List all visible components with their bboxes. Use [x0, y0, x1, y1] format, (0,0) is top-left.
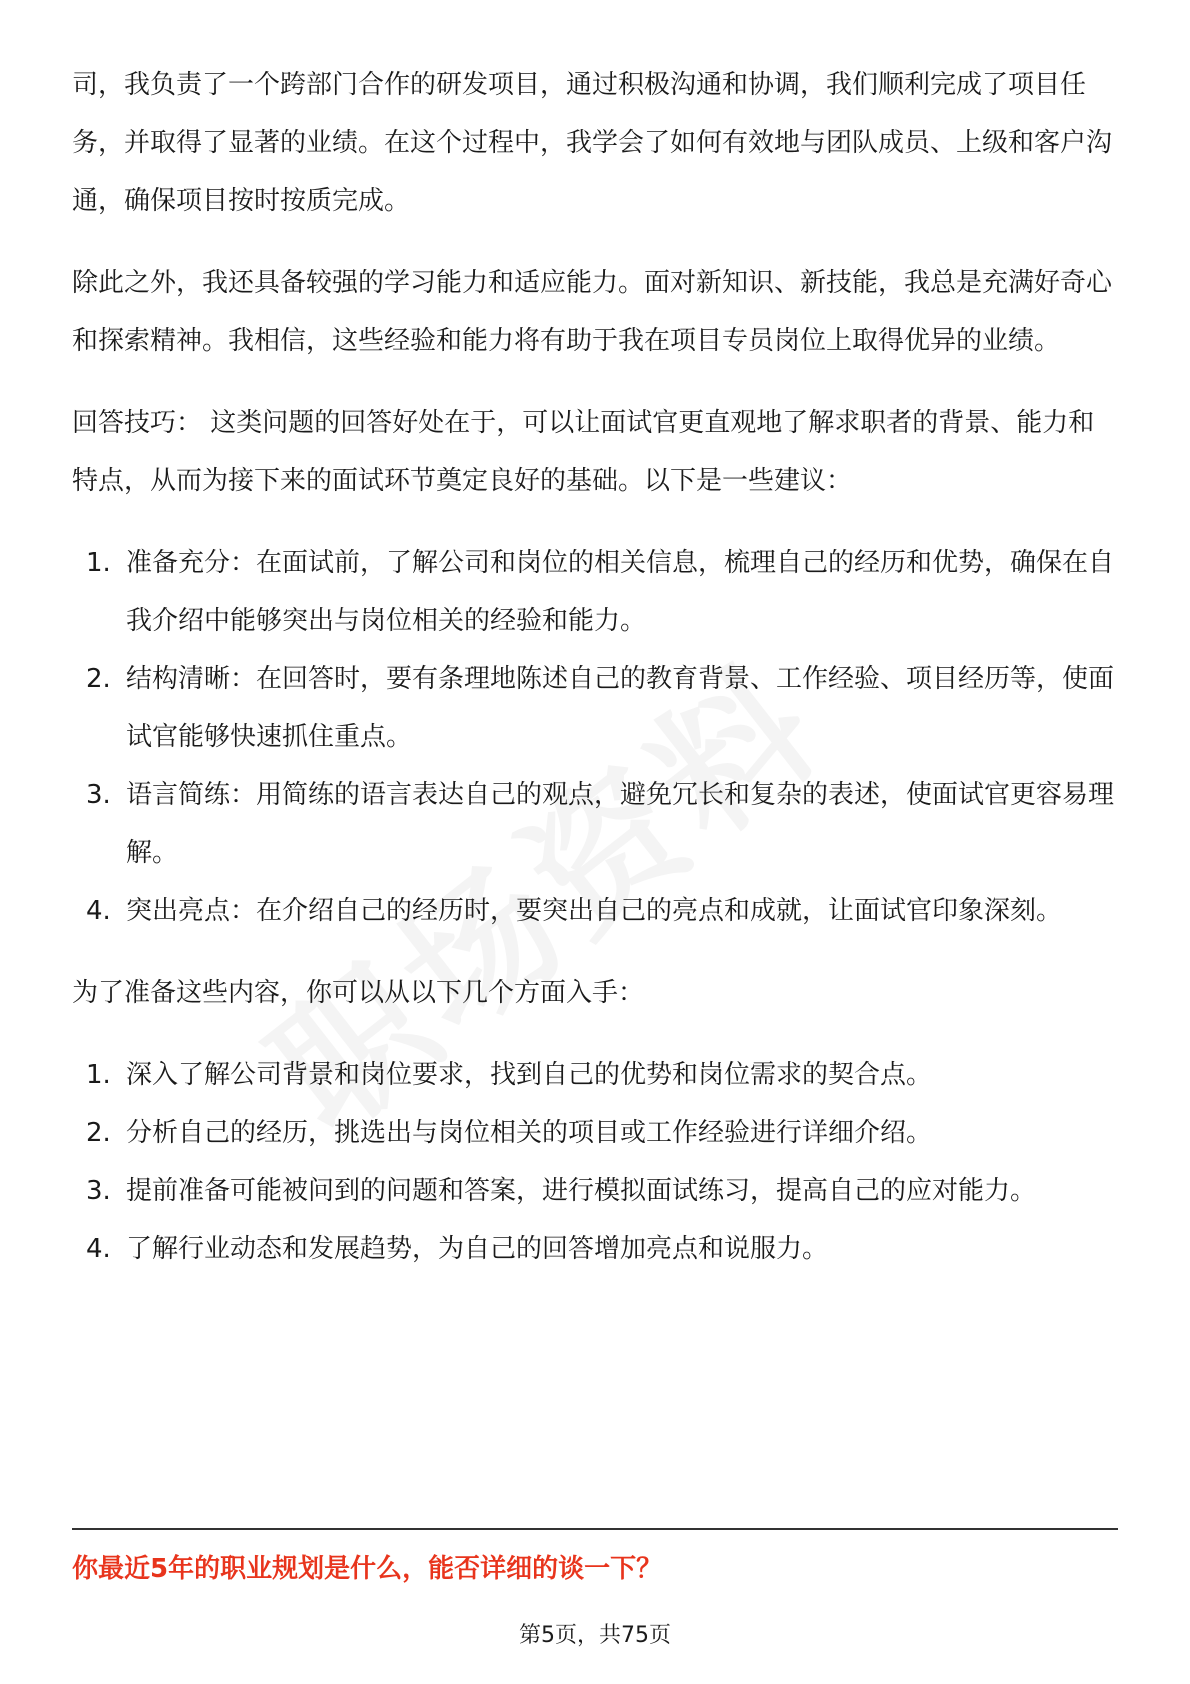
list-item	[72, 534, 1118, 650]
paragraph-answer-tips: 回答技巧： 这类问题的回答好处在于，可以让面试官更直观地了解求职者的背景、能力和特点，从而为接下来的面试环节奠定良好的基础。以下是一些建议：	[72, 408, 1095, 496]
list-item-text: 分析自己的经历，挑选出与岗位相关的项目或工作经验进行详细介绍。	[126, 1118, 933, 1148]
next-question-heading: 你最近5年的职业规划是什么，能否详细的谈一下？	[72, 1554, 663, 1584]
list-item-text: 准备充分：在面试前，了解公司和岗位的相关信息，梳理自己的经历和优势，确保在自我介绍中能够突出与岗位相关的经验和能力。	[126, 548, 1115, 636]
list-item-text: 深入了解公司背景和岗位要求，找到自己的优势和岗位需求的契合点。	[126, 1060, 933, 1090]
list-item-text: 了解行业动态和发展趋势，为自己的回答增加亮点和说服力。	[126, 1234, 829, 1264]
list-item-number: 1.	[86, 548, 111, 578]
tips-list	[72, 534, 1118, 940]
list-item	[72, 766, 1118, 882]
list-item-number: 3.	[86, 780, 111, 810]
list-item	[72, 1220, 1118, 1278]
preparation-list	[72, 1046, 1118, 1278]
list-item-number: 2.	[86, 664, 111, 694]
list-item	[72, 1046, 1118, 1104]
paragraph-preparation: 为了准备这些内容，你可以从以下几个方面入手：	[72, 978, 645, 1008]
list-item-number: 2.	[86, 1118, 111, 1148]
paragraph-experience: 司，我负责了一个跨部门合作的研发项目，通过积极沟通和协调，我们顺利完成了项目任务，并取得了显著的业绩。在这个过程中，我学会了如何有效地与团队成员、上级和客户沟通，确保项目按时按质完成。	[72, 70, 1113, 216]
list-item-number: 1.	[86, 1060, 111, 1090]
list-item-text: 提前准备可能被问到的问题和答案，进行模拟面试练习，提高自己的应对能力。	[126, 1176, 1037, 1206]
list-item-number: 4.	[86, 896, 111, 926]
list-item	[72, 882, 1118, 940]
list-item-number: 3.	[86, 1176, 111, 1206]
list-item	[72, 1162, 1118, 1220]
list-item-number: 4.	[86, 1234, 111, 1264]
section-divider	[72, 1528, 1118, 1530]
list-item-text: 结构清晰：在回答时，要有条理地陈述自己的教育背景、工作经验、项目经历等，使面试官能够快速抓住重点。	[126, 664, 1115, 752]
list-item-text: 语言简练：用简练的语言表达自己的观点，避免冗长和复杂的表述，使面试官更容易理解。	[126, 780, 1115, 868]
list-item-text: 突出亮点：在介绍自己的经历时，要突出自己的亮点和成就，让面试官印象深刻。	[126, 896, 1063, 926]
list-item	[72, 1104, 1118, 1162]
list-item	[72, 650, 1118, 766]
page-number-footer: 第5页，共75页	[519, 1623, 671, 1648]
main-content	[72, 56, 1118, 1302]
paragraph-abilities: 除此之外，我还具备较强的学习能力和适应能力。面对新知识、新技能，我总是充满好奇心和探索精神。我相信，这些经验和能力将有助于我在项目专员岗位上取得优异的业绩。	[72, 268, 1113, 356]
